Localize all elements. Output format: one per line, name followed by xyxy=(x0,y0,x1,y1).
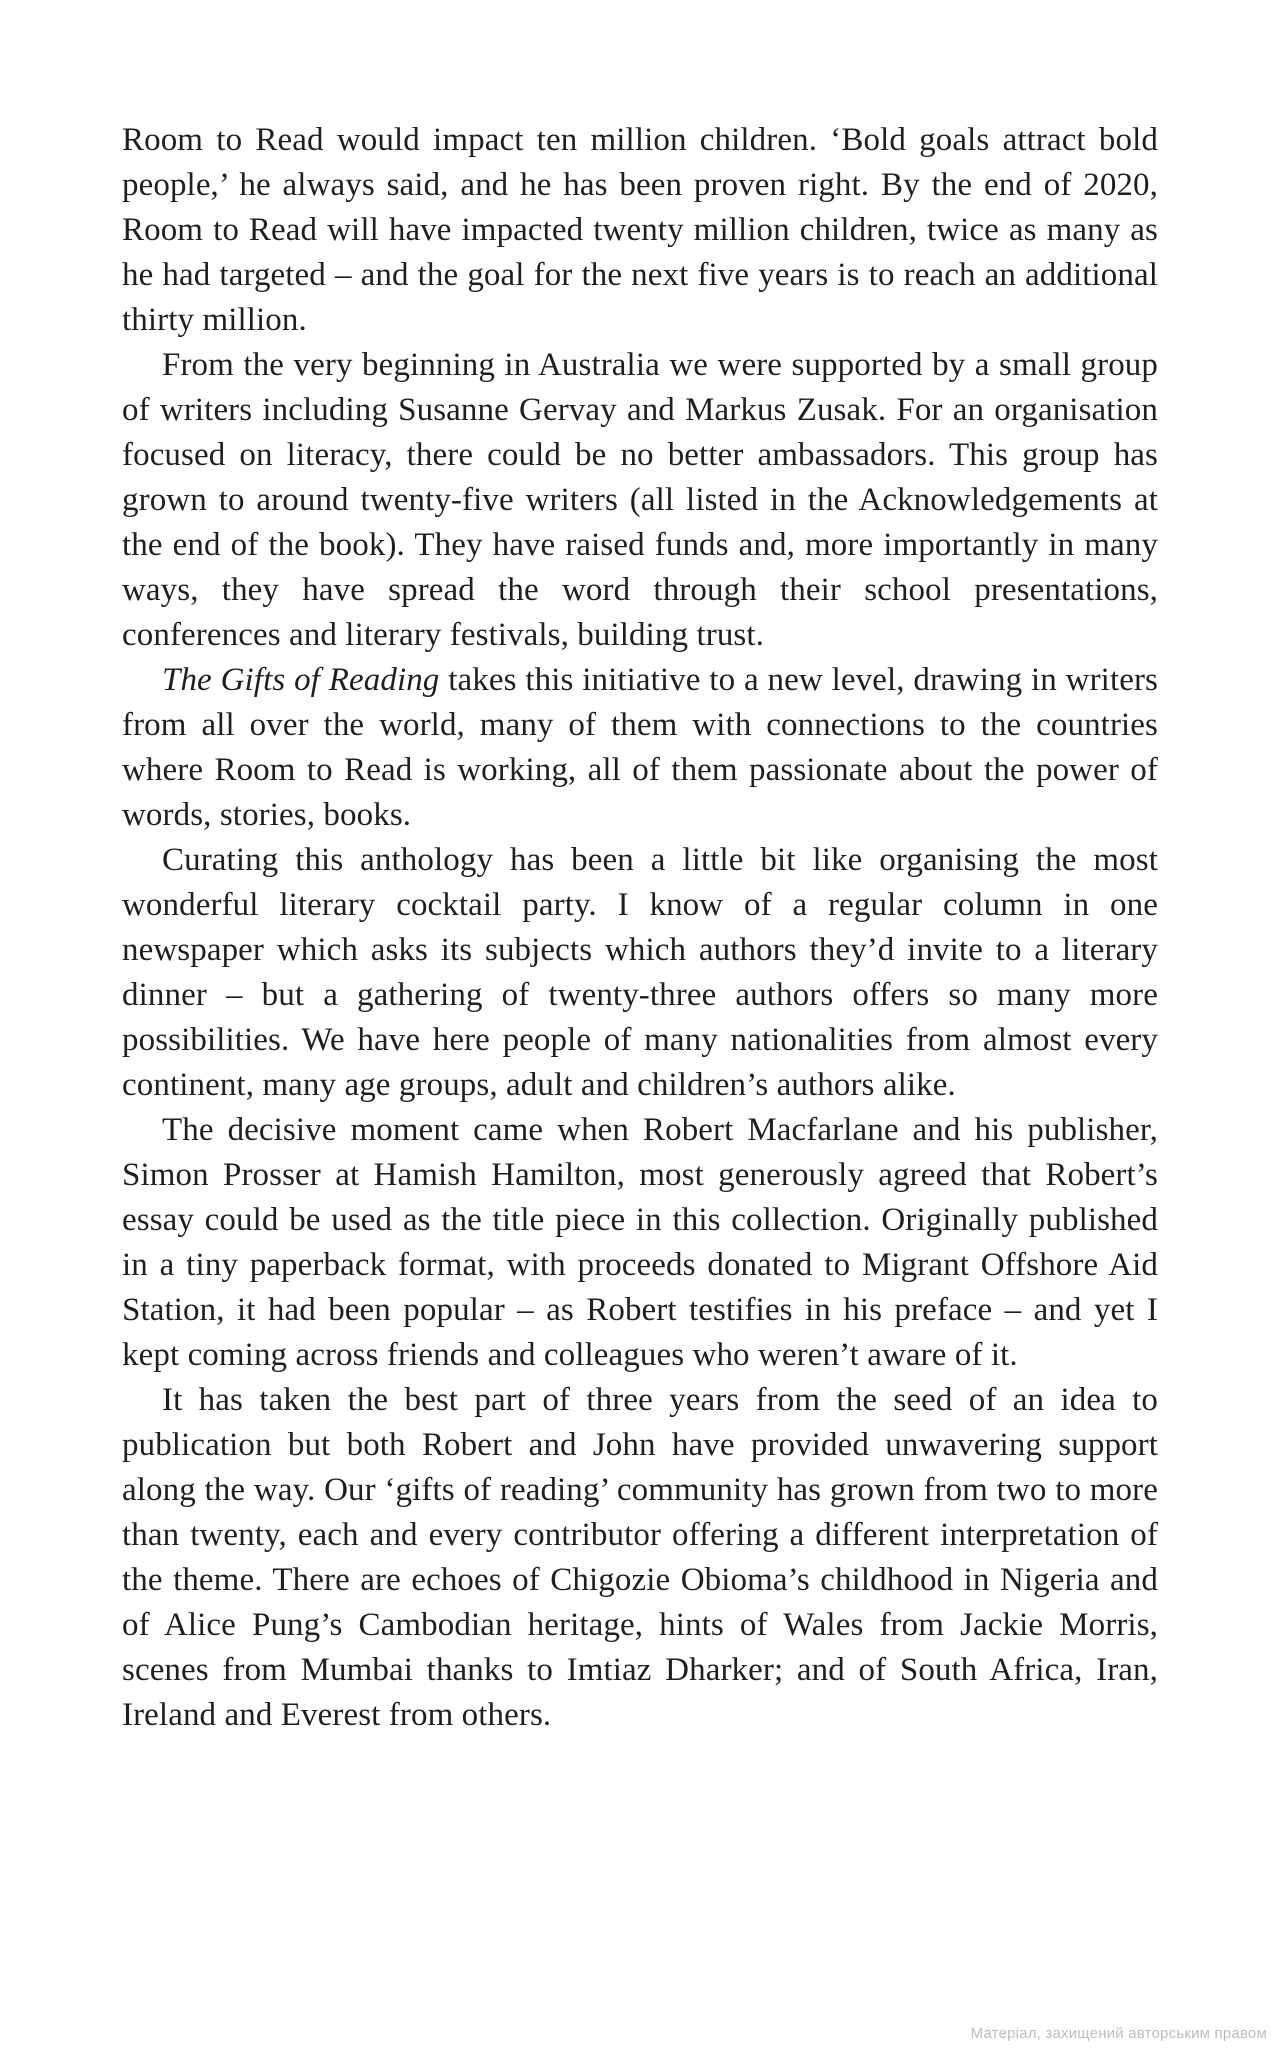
paragraph-text: The decisive moment came when Robert Macfarlane and his publisher, Simon Prosser at Hamish Hamilton, most generously agreed that Robert’s essay could be used as the title piece in this collection. Originally published in a tiny paperback format, with proceeds donated to Migrant Offshore Aid Station, it had been popular – as Robert testifies in his preface – and yet I kept coming across friends and colleagues who weren’t aware of it. xyxy=(122,1112,1158,1373)
paragraph-text: Room to Read would impact ten million children. ‘Bold goals attract bold people,’ he always said, and he has been proven right. By the end of 2020, Room to Read will have impacted twenty million children, twice as many as he had targeted – and the goal for the next five years is to reach an additional thirty million. xyxy=(122,122,1158,338)
paragraph-text: From the very beginning in Australia we were supported by a small group of writers including Susanne Gervay and Markus Zusak. For an organisation focused on literacy, there could be no better ambassadors. This group has grown to around twenty-five writers (all listed in the Acknowledgements at the end of the book). They have raised funds and, more importantly in many ways, they have spread the word through their school presentations, conferences and literary festivals, building trust. xyxy=(122,347,1158,653)
paragraph xyxy=(122,1378,1158,1738)
paragraph-text: takes this initiative to a new level, drawing in writers from all over the world, many of them with connections to the countries where Room to Read is working, all of them passionate about the power of words, stories, books. xyxy=(122,662,1158,833)
paragraph xyxy=(122,118,1158,343)
paragraph-text: Curating this anthology has been a little bit like organising the most wonderful literary cocktail party. I know of a regular column in one newspaper which asks its subjects which authors they’d invite to a literary dinner – but a gathering of twenty-three authors offers so many more possibilities. We have here people of many nationalities from almost every continent, many age groups, adult and children’s authors alike. xyxy=(122,842,1158,1103)
copyright-notice: Матеріал, захищений авторським правом xyxy=(970,2025,1267,2042)
paragraph xyxy=(122,658,1158,838)
body-text xyxy=(122,118,1158,1738)
paragraph xyxy=(122,343,1158,658)
paragraph xyxy=(122,1108,1158,1378)
paragraph-text: It has taken the best part of three years from the seed of an idea to publication but both Robert and John have provided unwavering support along the way. Our ‘gifts of reading’ community has grown from two to more than twenty, each and every contributor offering a different interpretation of the theme. There are echoes of Chigozie Obioma’s childhood in Nigeria and of Alice Pung’s Cambodian heritage, hints of Wales from Jackie Morris, scenes from Mumbai thanks to Imtiaz Dharker; and of South Africa, Iran, Ireland and Everest from others. xyxy=(122,1382,1158,1733)
paragraph xyxy=(122,838,1158,1108)
book-title-italic: The Gifts of Reading xyxy=(162,662,440,698)
